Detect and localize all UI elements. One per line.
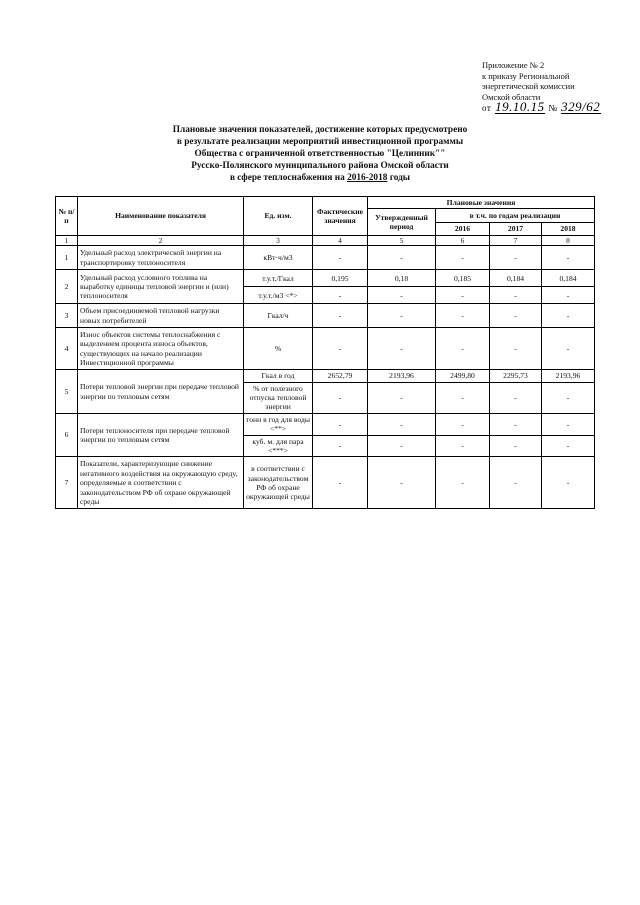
indicators-table bbox=[55, 196, 595, 509]
row-actual: - bbox=[313, 328, 368, 370]
row-2017: - bbox=[490, 287, 542, 304]
header-planned: Плановые значения bbox=[368, 197, 595, 209]
order-date-prefix: от bbox=[482, 103, 492, 113]
title-line: Общества с ограниченной ответственностью "Целинник"" bbox=[194, 149, 446, 159]
row-approved: 2193,96 bbox=[368, 370, 436, 382]
row-unit: куб. м. для пара <***> bbox=[244, 435, 313, 457]
title-line: Русско-Полянского муниципального района Омской области bbox=[191, 161, 449, 171]
row-2017: - bbox=[490, 304, 542, 328]
row-actual: - bbox=[313, 435, 368, 457]
row-name: Потери теплоносителя при передаче тепловой энергии по тепловым сетям bbox=[78, 413, 244, 457]
column-index: 6 bbox=[436, 235, 490, 245]
appendix-line: Омской области bbox=[482, 91, 541, 102]
row-name: Потери тепловой энергии при передаче тепловой энергии по тепловым сетям bbox=[78, 370, 244, 414]
header-num: № п/п bbox=[56, 197, 78, 236]
row-actual: 0,195 bbox=[313, 270, 368, 287]
row-num: 6 bbox=[56, 413, 78, 457]
row-2018: - bbox=[542, 413, 595, 435]
row-unit: т.у.т./Гкал bbox=[244, 270, 313, 287]
table-row bbox=[56, 370, 595, 382]
row-2016: - bbox=[436, 246, 490, 270]
row-unit: % bbox=[244, 328, 313, 370]
row-unit: т.у.т./м3 <*> bbox=[244, 287, 313, 304]
column-index-row bbox=[56, 235, 595, 245]
table-row bbox=[56, 413, 595, 435]
row-2016: - bbox=[436, 413, 490, 435]
column-index: 5 bbox=[368, 235, 436, 245]
row-2018: - bbox=[542, 435, 595, 457]
row-approved: - bbox=[368, 413, 436, 435]
row-approved: 0,18 bbox=[368, 270, 436, 287]
row-num: 2 bbox=[56, 270, 78, 304]
document-title bbox=[130, 124, 510, 184]
row-approved: - bbox=[368, 287, 436, 304]
row-2017: 2295,73 bbox=[490, 370, 542, 382]
row-2017: - bbox=[490, 435, 542, 457]
row-2017: - bbox=[490, 246, 542, 270]
order-number: 329/62 bbox=[561, 99, 601, 114]
table-row bbox=[56, 328, 595, 370]
row-name: Показатели, характеризующие снижение негативного воздействия на окружающую среду, определяемые в соответствии с законодательством РФ об охране окружающей среды bbox=[78, 457, 244, 509]
row-2016: - bbox=[436, 304, 490, 328]
row-approved: - bbox=[368, 246, 436, 270]
row-2016: - bbox=[436, 457, 490, 509]
row-actual: - bbox=[313, 382, 368, 413]
row-2016: - bbox=[436, 328, 490, 370]
row-actual: 2652,79 bbox=[313, 370, 368, 382]
row-2017: 0,184 bbox=[490, 270, 542, 287]
row-approved: - bbox=[368, 382, 436, 413]
appendix-block bbox=[482, 60, 601, 114]
header-unit: Ед. изм. bbox=[244, 197, 313, 236]
header-row bbox=[56, 197, 595, 209]
row-2016: 2499,80 bbox=[436, 370, 490, 382]
row-2018: - bbox=[542, 382, 595, 413]
row-actual: - bbox=[313, 457, 368, 509]
row-actual: - bbox=[313, 413, 368, 435]
row-2018: - bbox=[542, 304, 595, 328]
row-name: Износ объектов системы теплоснабжения с выделением процента износа объектов, существующих на начало реализации Инвестиционной программы bbox=[78, 328, 244, 370]
table-row bbox=[56, 304, 595, 328]
row-approved: - bbox=[368, 457, 436, 509]
title-text: в сфере теплоснабжения на bbox=[229, 173, 348, 183]
row-num: 1 bbox=[56, 246, 78, 270]
column-index: 3 bbox=[244, 235, 313, 245]
column-index: 1 bbox=[56, 235, 78, 245]
appendix-line: Приложение № 2 bbox=[482, 60, 545, 70]
row-name: Объем присоединяемой тепловой нагрузки новых потребителей bbox=[78, 304, 244, 328]
row-num: 3 bbox=[56, 304, 78, 328]
row-num: 7 bbox=[56, 457, 78, 509]
column-index: 8 bbox=[542, 235, 595, 245]
order-signature bbox=[482, 99, 601, 114]
row-2016: - bbox=[436, 382, 490, 413]
row-num: 4 bbox=[56, 328, 78, 370]
row-num: 5 bbox=[56, 370, 78, 414]
header-year-2016: 2016 bbox=[436, 223, 490, 235]
row-actual: - bbox=[313, 287, 368, 304]
row-2016: 0,185 bbox=[436, 270, 490, 287]
row-unit: % от полезного отпуска тепловой энергии bbox=[244, 382, 313, 413]
row-unit: кВт·ч/м3 bbox=[244, 246, 313, 270]
row-unit: Гкал/ч bbox=[244, 304, 313, 328]
column-index: 7 bbox=[490, 235, 542, 245]
row-2018: - bbox=[542, 328, 595, 370]
row-approved: - bbox=[368, 435, 436, 457]
row-2016: - bbox=[436, 435, 490, 457]
row-actual: - bbox=[313, 246, 368, 270]
title-text: годы bbox=[387, 173, 411, 183]
row-2016: - bbox=[436, 287, 490, 304]
title-line bbox=[130, 172, 510, 184]
header-by-years: в т.ч. по годам реализации bbox=[436, 209, 595, 223]
row-actual: - bbox=[313, 304, 368, 328]
column-index: 2 bbox=[78, 235, 244, 245]
row-unit: Гкал в год bbox=[244, 370, 313, 382]
row-2017: - bbox=[490, 457, 542, 509]
row-unit: тонн в год для воды <**> bbox=[244, 413, 313, 435]
row-approved: - bbox=[368, 304, 436, 328]
row-2017: - bbox=[490, 413, 542, 435]
row-2018: 0,184 bbox=[542, 270, 595, 287]
appendix-line: энергетической комиссии bbox=[482, 81, 575, 91]
row-approved: - bbox=[368, 328, 436, 370]
header-actual: Фактические значения bbox=[313, 197, 368, 236]
title-line: в результате реализации мероприятий инвестиционной программы bbox=[176, 137, 464, 147]
column-index: 4 bbox=[313, 235, 368, 245]
row-name: Удельный расход электрической энергии на транспортировку теплоносителя bbox=[78, 246, 244, 270]
row-2017: - bbox=[490, 328, 542, 370]
order-number-label: № bbox=[548, 103, 558, 113]
table-row bbox=[56, 457, 595, 509]
header-approved: Утвержденный период bbox=[368, 209, 436, 235]
header-year-2017: 2017 bbox=[490, 223, 542, 235]
row-2018: - bbox=[542, 287, 595, 304]
row-2018: - bbox=[542, 457, 595, 509]
order-date: 19.10.15 bbox=[495, 99, 545, 114]
header-name: Наименование показателя bbox=[78, 197, 244, 236]
row-unit: в соответствии с законодательством РФ об охране окружающей среды bbox=[244, 457, 313, 509]
title-years: 2016-2018 bbox=[347, 173, 388, 183]
table-row bbox=[56, 270, 595, 287]
title-line: Плановые значения показателей, достижение которых предусмотрено bbox=[172, 125, 468, 135]
row-2018: - bbox=[542, 246, 595, 270]
row-2017: - bbox=[490, 382, 542, 413]
row-2018: 2193,96 bbox=[542, 370, 595, 382]
row-name: Удельный расход условного топлива на выработку единицы тепловой энергии и (или) теплоносителя bbox=[78, 270, 244, 304]
table-row bbox=[56, 246, 595, 270]
header-year-2018: 2018 bbox=[542, 223, 595, 235]
appendix-line: к приказу Региональной bbox=[482, 70, 570, 81]
